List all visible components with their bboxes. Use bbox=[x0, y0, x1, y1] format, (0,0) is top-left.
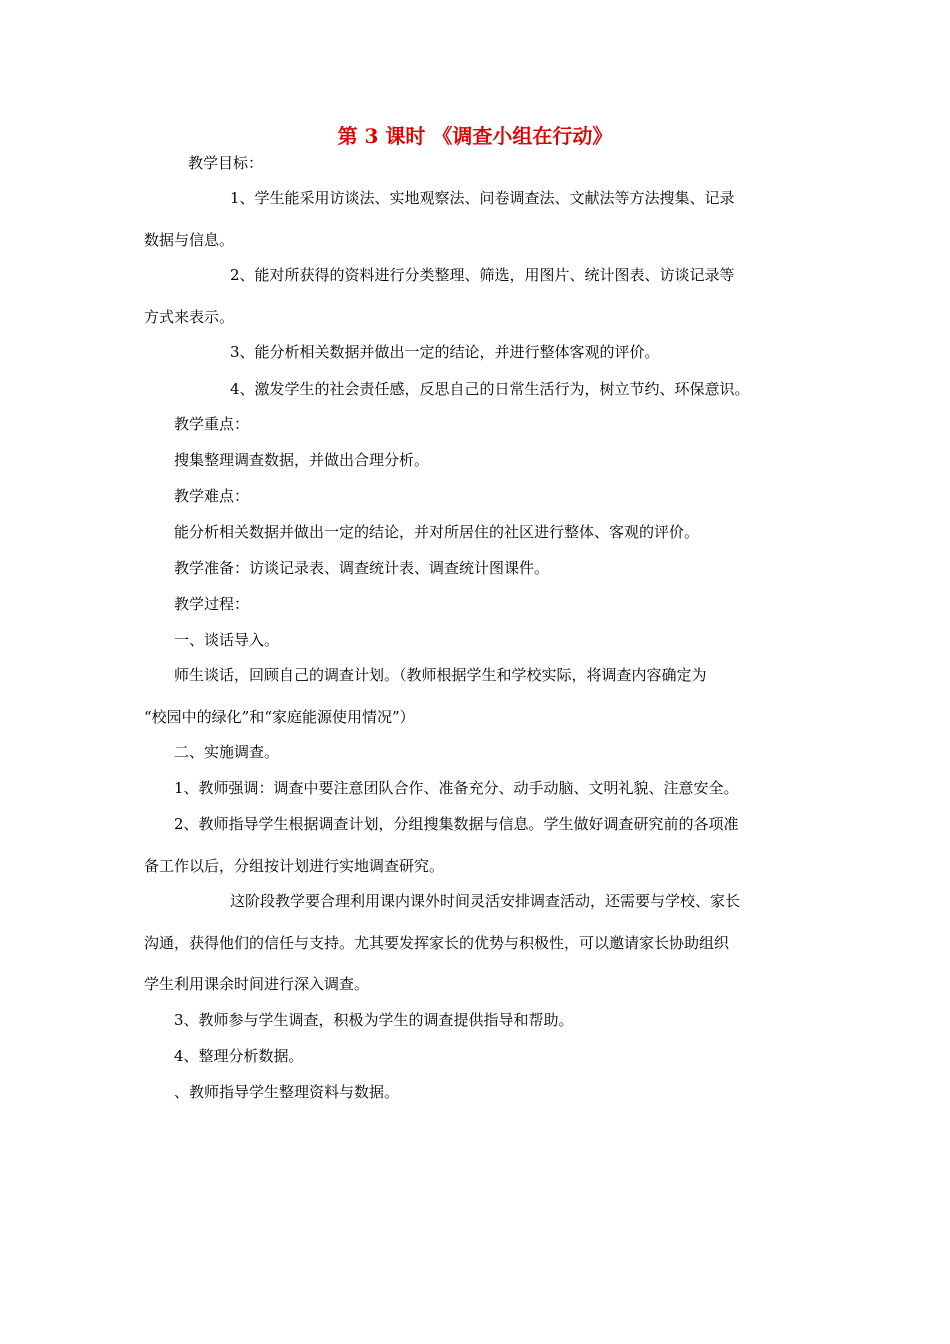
goal-2-line-1: 2、能对所获得的资料进行分类整理、筛选，用图片、统计图表、访谈记录等 bbox=[230, 266, 735, 284]
note-line-2: 沟通，获得他们的信任与支持。尤其要发挥家长的优势与积极性，可以邀请家长协助组织 bbox=[144, 934, 730, 952]
section-heading-goals: 教学目标： bbox=[188, 154, 264, 172]
step-2-item-2-line-2: 备工作以后，分组按计划进行实地调查研究。 bbox=[144, 857, 445, 875]
preparation-text: 教学准备：访谈记录表、调查统计表、调查统计图课件。 bbox=[174, 559, 550, 577]
section-heading-process: 教学过程： bbox=[174, 595, 250, 613]
step-1-text-line-2: “校园中的绿化”和“家庭能源使用情况”） bbox=[144, 708, 415, 726]
goal-4: 4、激发学生的社会责任感，反思自己的日常生活行为，树立节约、环保意识。 bbox=[230, 380, 750, 398]
goal-2-line-2: 方式来表示。 bbox=[144, 308, 235, 326]
key-points-text: 搜集整理调查数据，并做出合理分析。 bbox=[174, 451, 430, 469]
step-2-item-5: 、教师指导学生整理资料与数据。 bbox=[174, 1083, 400, 1101]
goal-1-line-1: 1、学生能采用访谈法、实地观察法、问卷调查法、文献法等方法搜集、记录 bbox=[230, 189, 735, 207]
page-title: 第 3 课时 《调查小组在行动》 bbox=[337, 124, 613, 148]
step-1-heading: 一、谈话导入。 bbox=[174, 631, 280, 649]
step-2-item-4: 4、整理分析数据。 bbox=[174, 1047, 304, 1065]
step-2-item-3: 3、教师参与学生调查，积极为学生的调查提供指导和帮助。 bbox=[174, 1011, 574, 1029]
goal-3: 3、能分析相关数据并做出一定的结论，并进行整体客观的评价。 bbox=[230, 343, 660, 361]
note-line-3: 学生利用课余时间进行深入调查。 bbox=[144, 975, 370, 993]
step-1-text-line-1: 师生谈话，回顾自己的调查计划。（教师根据学生和学校实际，将调查内容确定为 bbox=[174, 666, 707, 684]
step-2-item-1: 1、教师强调：调查中要注意团队合作、准备充分、动手动脑、文明礼貌、注意安全。 bbox=[174, 779, 739, 797]
goal-1-line-2: 数据与信息。 bbox=[144, 231, 235, 249]
section-heading-difficulties: 教学难点： bbox=[174, 487, 250, 505]
note-line-1: 这阶段教学要合理利用课内课外时间灵活安排调查活动，还需要与学校、家长 bbox=[230, 892, 741, 910]
step-2-heading: 二、实施调查。 bbox=[174, 743, 280, 761]
step-2-item-2-line-1: 2、教师指导学生根据调查计划，分组搜集数据与信息。学生做好调查研究前的各项准 bbox=[174, 815, 739, 833]
section-heading-key-points: 教学重点： bbox=[174, 415, 250, 433]
difficulties-text: 能分析相关数据并做出一定的结论，并对所居住的社区进行整体、客观的评价。 bbox=[174, 523, 700, 541]
